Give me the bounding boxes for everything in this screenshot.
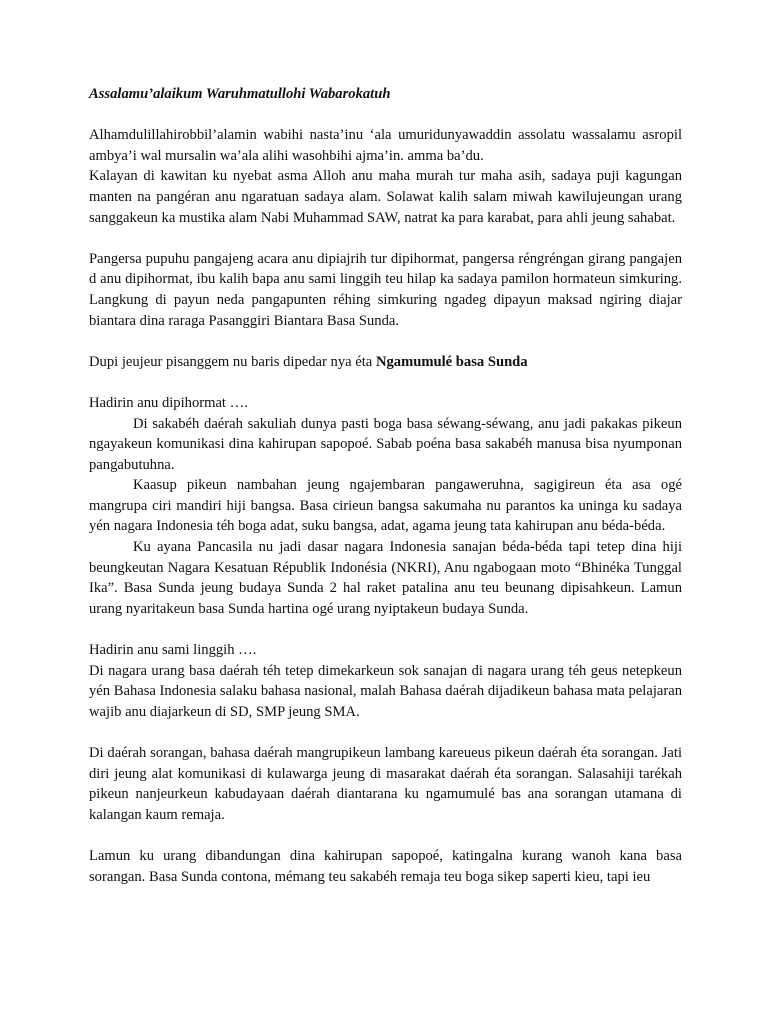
body-paragraph-pride: Di daérah sorangan, bahasa daérah mangrupikeun lambang kareueus pikeun daérah éta sorangan. Jati diri jeung alat komunikasi di kulawarga jeung di masarakat daérah éta sorangan. Salasahiji tarékah pikeun nanjeurkeun kabudayaan daérah diantarana ku ngamumulé bas ana sorangan utamana di kalangan kaum remaja. (89, 745, 682, 823)
spacer (89, 619, 682, 640)
audience-greeting-paragraph: Pangersa pupuhu pangajeng acara anu dipiajrih tur dipihormat, pangersa réngréngan girang pangajen d anu dipihormat, ibu kalih bapa anu sami linggih teu hilap ka sadaya pamilon hormateun simkuring. Langkung di payun neda pangapunten réhing simkuring ngadeg dipayun maksad ngiring diajar biantara dina raraga Pasanggiri Biantara Basa Sunda. (89, 250, 682, 329)
body-paragraph-regional: Di nagara urang basa daérah téh tetep dimekarkeun sok sanajan di nagara urang téh geus netepkeun yén Bahasa Indonesia salaku bahasa nasional, malah Bahasa daérah dijadikeun bahasa mata pelajaran wajib anu diajarkeun di SD, SMP jeung SMA. (89, 662, 682, 720)
body-paragraph-daily-life: Lamun ku urang dibandungan dina kahirupan sapopoé, katingalna kurang wanoh kana basa sorangan. Basa Sunda contona, mémang teu sakabéh remaja teu boga sikep saperti kieu, tapi ieu (89, 847, 682, 885)
spacer (89, 331, 682, 352)
greeting-title: Assalamu’alaikum Waruhmatullohi Wabarokatuh (89, 86, 391, 102)
body-paragraph-language: Di sakabéh daérah sakuliah dunya pasti boga basa séwang-séwang, anu jadi pakakas pikeun ngayakeun komunikasi dina kahirupan sapopoé. Sabab poéna basa sakabéh manusa bisa nyumponan pangabutuhna. (89, 415, 682, 473)
topic-paragraph (89, 352, 682, 373)
document-page (89, 84, 682, 887)
topic-title: Ngamumulé basa Sunda (375, 353, 528, 370)
spacer (89, 372, 682, 393)
opening-prayer-paragraph: Alhamdulillahirobbil’alamin wabihi nasta’inu ‘ala umuridunyawaddin assolatu wassalamu asropil ambya’i wal mursalin wa’ala alihi wasohbihi ajma’in. amma ba’du. (89, 127, 682, 164)
spacer (89, 228, 682, 249)
spacer (89, 105, 682, 126)
topic-lead: Dupi jeujeur pisanggem nu baris dipedar nya éta (89, 353, 376, 370)
spacer (89, 722, 682, 743)
body-paragraph-pancasila: Ku ayana Pancasila nu jadi dasar nagara Indonesia sanajan béda-béda tapi tetep dina hiji beungkeutan Nagara Kesatuan Républik Indonésia (NKRI), Anu ngabogaan moto “Bhinéka Tunggal Ika”. Basa Sunda jeung budaya Sunda 2 hal raket patalina anu teu beunang dipisahkeun. Lamun urang nyaritakeun basa Sunda hartina ogé urang nyiptakeun budaya Sunda. (89, 539, 682, 617)
praise-paragraph: Kalayan di kawitan ku nyebat asma Alloh anu maha murah tur maha asih, sadaya puji kagungan manten na pangéran anu ngaratuan sadaya alam. Solawat kalih salam miwah kawilujeungan urang sanggakeun ka mustika alam Nabi Muhammad SAW, natrat ka para karabat, para ahli jeung sahabat. (89, 168, 682, 226)
address-heading-1: Hadirin anu dipihormat …. (89, 394, 248, 411)
body-paragraph-identity: Kaasup pikeun nambahan jeung ngajembaran pangaweruhna, sagigireun éta asa ogé mangrupa ciri mandiri hiji bangsa. Basa cirieun bangsa sakumaha nu parantos ka uninga ku sadaya yén nagara Indonesia téh boga adat, suku bangsa, adat, agama jeung tata kahirupan anu béda-béda. (89, 477, 682, 535)
address-heading-2: Hadirin anu sami linggih …. (89, 642, 257, 659)
spacer (89, 825, 682, 846)
